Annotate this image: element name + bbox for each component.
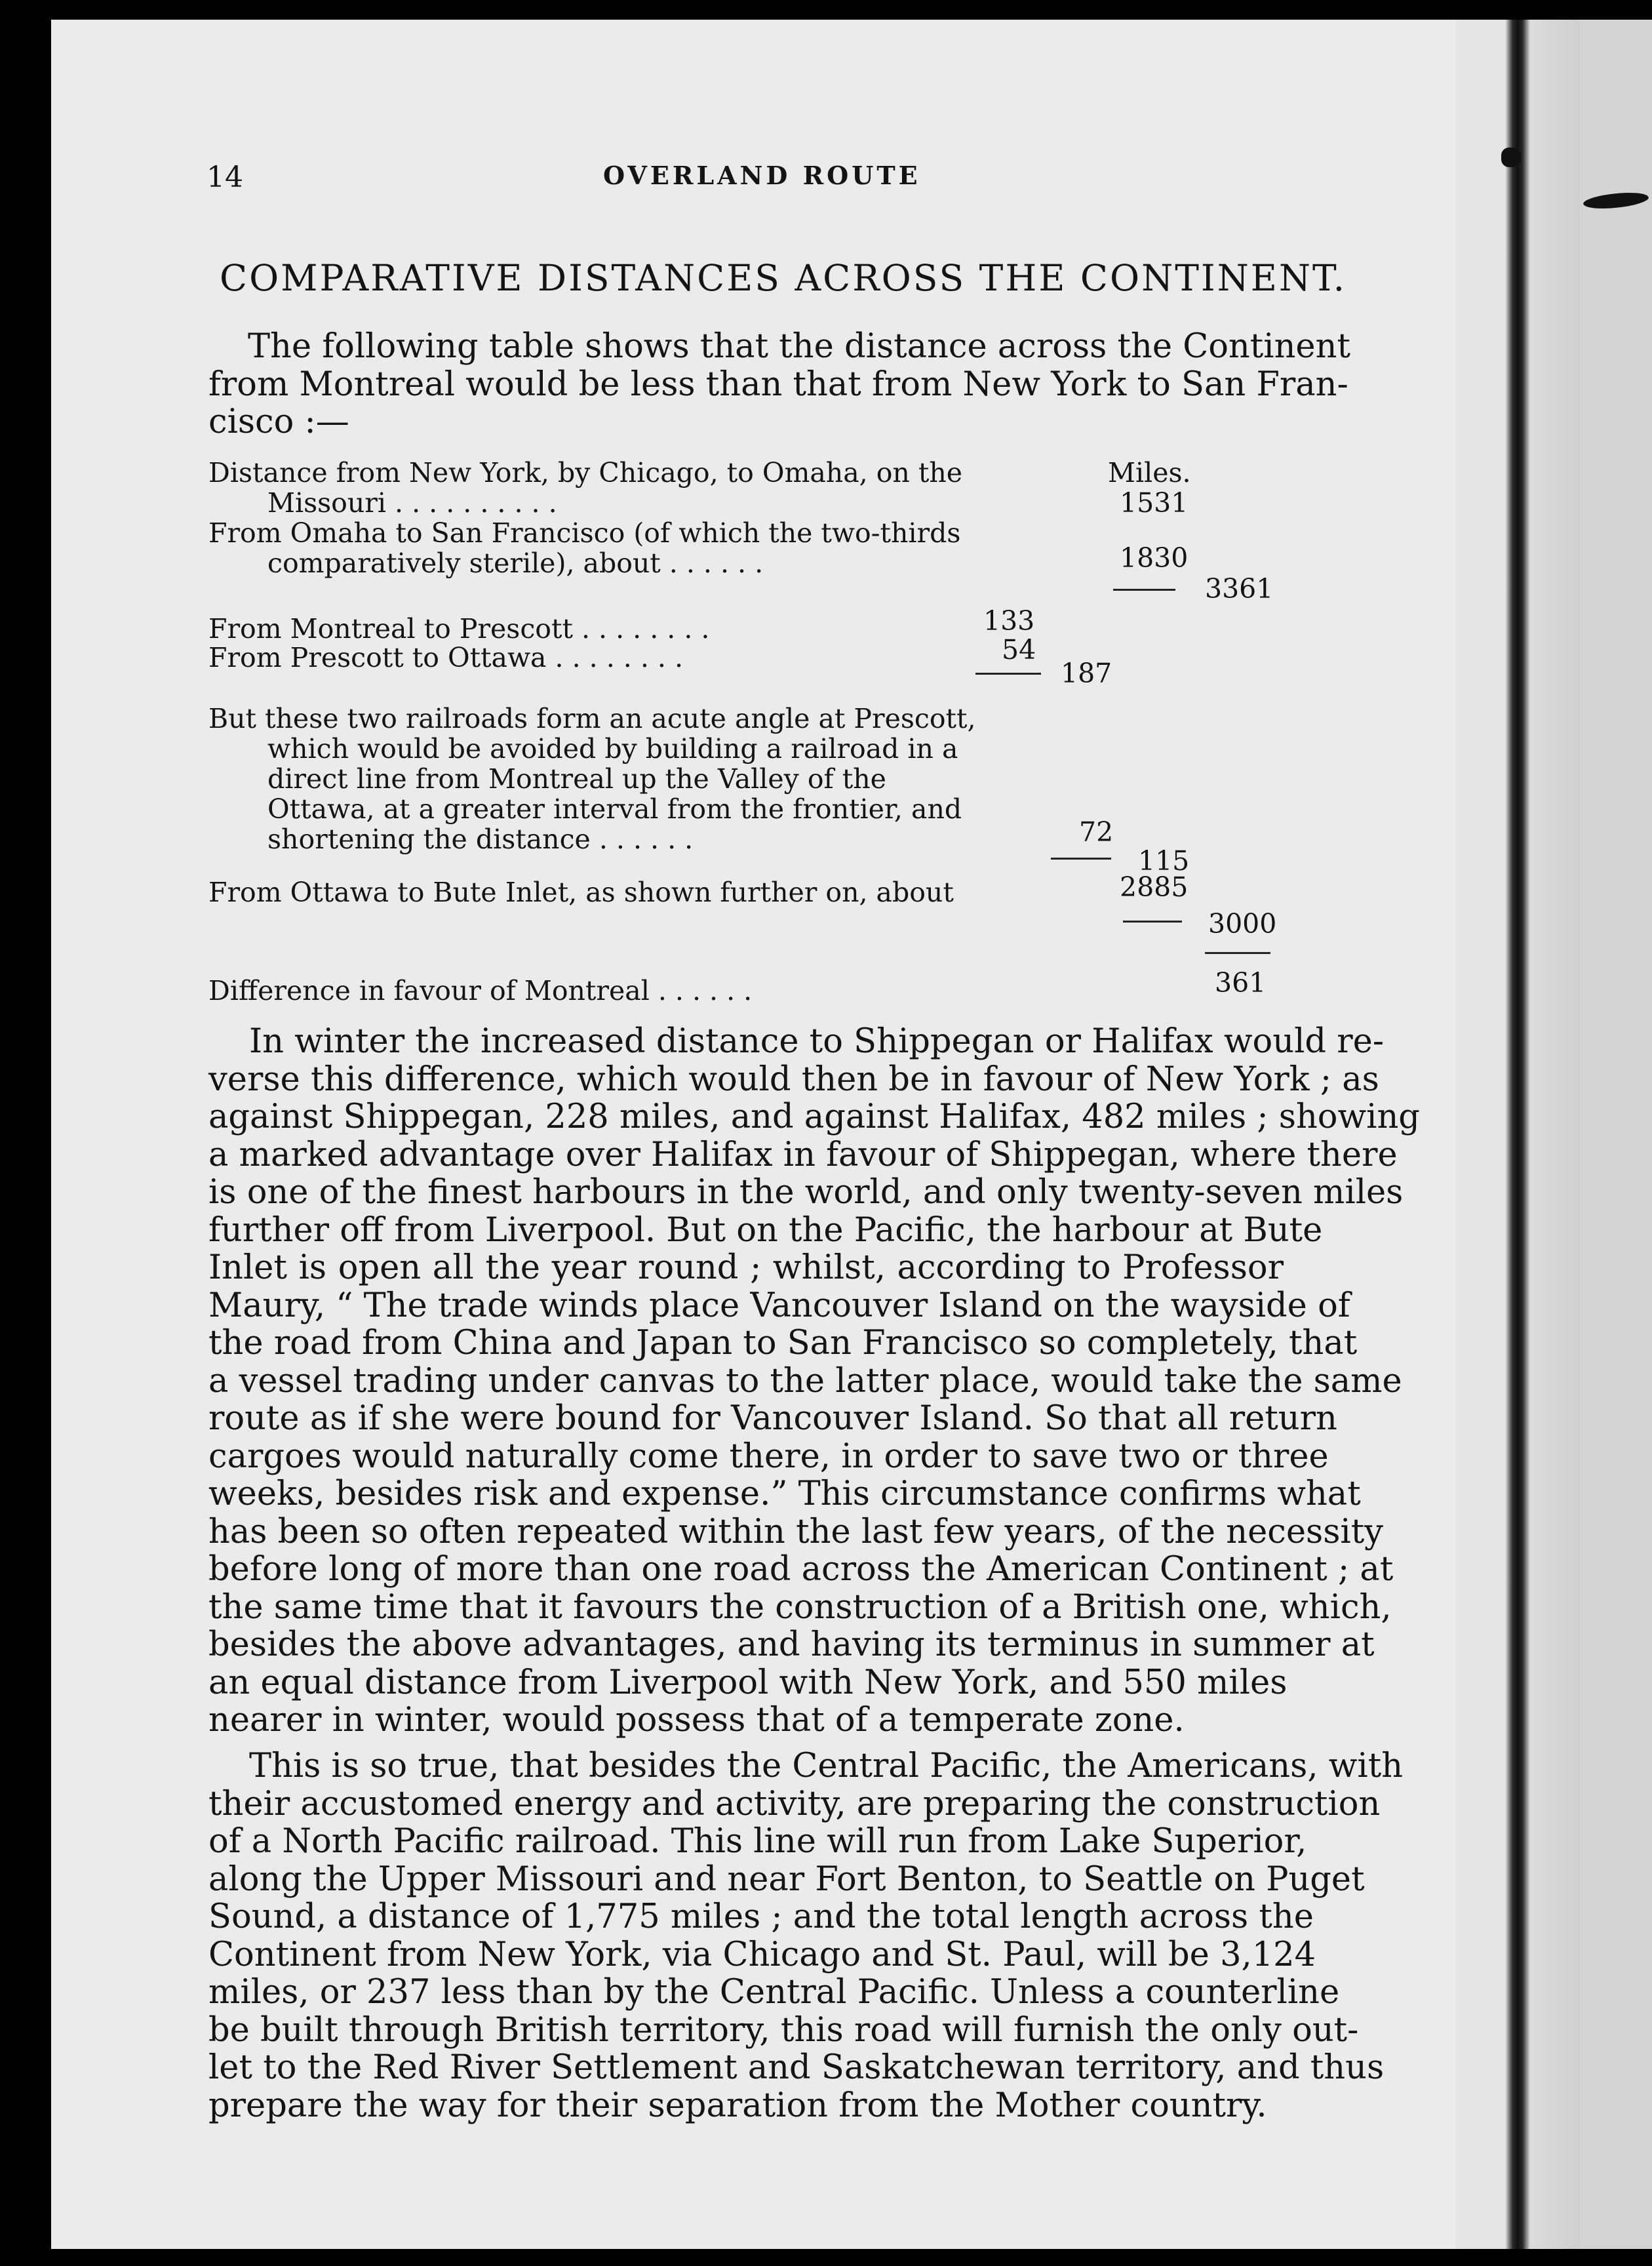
ink-blot <box>1501 148 1521 167</box>
table-row <box>208 614 709 644</box>
text-line: In winter the increased distance to Shippegan or Halifax would re- <box>249 1022 1385 1061</box>
row-subtotal: 115 <box>1138 845 1190 877</box>
text-line: Sound, a distance of 1,775 miles ; and the total length across the <box>208 1898 1314 1936</box>
row-label: direct line from Montreal up the Valley of the <box>267 763 886 795</box>
row-label: From Ottawa to Bute Inlet, as shown further on, about <box>208 877 954 908</box>
facing-page-edge <box>1580 20 1652 2249</box>
text-line: before long of more than one road across the American Continent ; at <box>208 1550 1394 1589</box>
row-total: 3361 <box>1205 573 1274 605</box>
row-value: 133 <box>983 605 1035 637</box>
text-line: let to the Red River Settlement and Saskatchewan territory, and thus <box>208 2048 1385 2087</box>
table-row <box>208 877 954 907</box>
row-label: From Montreal to Prescott . . . . . . . . <box>208 613 710 645</box>
text-line: an equal distance from Liverpool with New York, and 550 miles <box>208 1663 1288 1702</box>
table-row <box>208 976 752 1006</box>
text-line: This is so true, that besides the Central Pacific, the Americans, with <box>249 1747 1404 1785</box>
text-line: against Shippegan, 228 miles, and against Halifax, 482 miles ; showing <box>208 1098 1420 1136</box>
text-line: the same time that it favours the construction of a British one, which, <box>208 1587 1392 1627</box>
text-line: The following table shows that the distance across the Continent <box>248 327 1350 366</box>
row-label: which would be avoided by building a railroad in a <box>267 733 958 765</box>
row-label: Difference in favour of Montreal . . . . . . <box>208 975 753 1006</box>
text-line: route as if she were bound for Vancouver Island. So that all return <box>208 1399 1337 1438</box>
sum-rule <box>1113 589 1175 591</box>
text-line: weeks, besides risk and expense.” This circumstance confirms what <box>208 1475 1361 1513</box>
row-label: comparatively sterile), about . . . . . . <box>267 547 764 579</box>
text-line: cisco :— <box>208 403 349 441</box>
table-row <box>208 518 960 578</box>
miles-column-header: Miles. <box>1108 457 1191 488</box>
text-line: further off from Liverpool. But on the Pacific, the harbour at Bute <box>208 1210 1323 1250</box>
book-gutter <box>1455 20 1580 2249</box>
text-line: their accustomed energy and activity, are preparing the construction <box>208 1784 1381 1823</box>
text-line: cargoes would naturally come there, in order to save two or three <box>208 1437 1329 1476</box>
row-value: 54 <box>1002 634 1036 666</box>
table-row <box>208 458 962 518</box>
row-label: But these two railroads form an acute angle at Prescott, <box>208 703 976 734</box>
row-value: 2885 <box>1120 871 1189 903</box>
body-paragraph <box>208 1022 1420 1739</box>
text-line: from Montreal would be less than that from New York to San Fran- <box>208 365 1348 404</box>
intro-paragraph <box>208 327 1350 441</box>
row-label: shortening the distance . . . . . . <box>267 824 694 855</box>
sum-rule <box>1123 921 1182 923</box>
text-line: besides the above advantages, and having its terminus in summer at <box>208 1625 1375 1664</box>
body-paragraph <box>208 1747 1404 2125</box>
text-line: verse this difference, which would then be in favour of New York ; as <box>208 1060 1379 1099</box>
text-line: the road from China and Japan to San Francisco so completely, that <box>208 1324 1358 1362</box>
table-row <box>208 643 683 673</box>
row-total: 361 <box>1215 967 1267 999</box>
row-label: From Omaha to San Francisco (of which the two-thirds <box>208 517 961 549</box>
sum-rule <box>1051 858 1111 860</box>
row-value: 72 <box>1079 816 1114 848</box>
row-value: 1830 <box>1120 542 1189 574</box>
row-label: Missouri . . . . . . . . . . <box>267 487 557 519</box>
text-line: has been so often repeated within the last few years, of the necessity <box>208 1512 1383 1551</box>
text-line: of a North Pacific railroad. This line will run from Lake Superior, <box>208 1822 1307 1861</box>
text-line: Inlet is open all the year round ; whilst, according to Professor <box>208 1248 1284 1287</box>
row-label: From Prescott to Ottawa . . . . . . . . <box>208 642 684 673</box>
text-line: prepare the way for their separation from the Mother country. <box>208 2086 1267 2125</box>
row-value: 1531 <box>1120 487 1189 519</box>
table-row <box>208 704 976 854</box>
row-total: 3000 <box>1208 908 1277 940</box>
text-line: Maury, “ The trade winds place Vancouver Island on the wayside of <box>208 1286 1350 1325</box>
row-label: Distance from New York, by Chicago, to Omaha, on the <box>208 457 962 488</box>
text-line: be built through British territory, this road will furnish the only out- <box>208 2010 1359 2050</box>
text-line: Continent from New York, via Chicago and St. Paul, will be 3,124 <box>208 1935 1316 1974</box>
text-line: nearer in winter, would possess that of a temperate zone. <box>208 1701 1185 1739</box>
sum-rule <box>1205 952 1270 954</box>
running-title: OVERLAND ROUTE <box>603 161 921 190</box>
text-line: a marked advantage over Halifax in favour of Shippegan, where there <box>208 1135 1398 1174</box>
text-line: along the Upper Missouri and near Fort Benton, to Seattle on Puget <box>208 1859 1365 1899</box>
text-line: is one of the finest harbours in the world, and only twenty-seven miles <box>208 1173 1404 1212</box>
section-heading: COMPARATIVE DISTANCES ACROSS THE CONTINENT. <box>220 257 1347 299</box>
row-label: Ottawa, at a greater interval from the frontier, and <box>267 793 962 825</box>
page-number: 14 <box>206 161 243 194</box>
text-line: a vessel trading under canvas to the latter place, would take the same <box>208 1361 1402 1401</box>
text-line: miles, or 237 less than by the Central Pacific. Unless a counterline <box>208 1973 1340 2012</box>
row-subtotal: 187 <box>1061 658 1112 689</box>
sum-rule <box>975 673 1041 675</box>
